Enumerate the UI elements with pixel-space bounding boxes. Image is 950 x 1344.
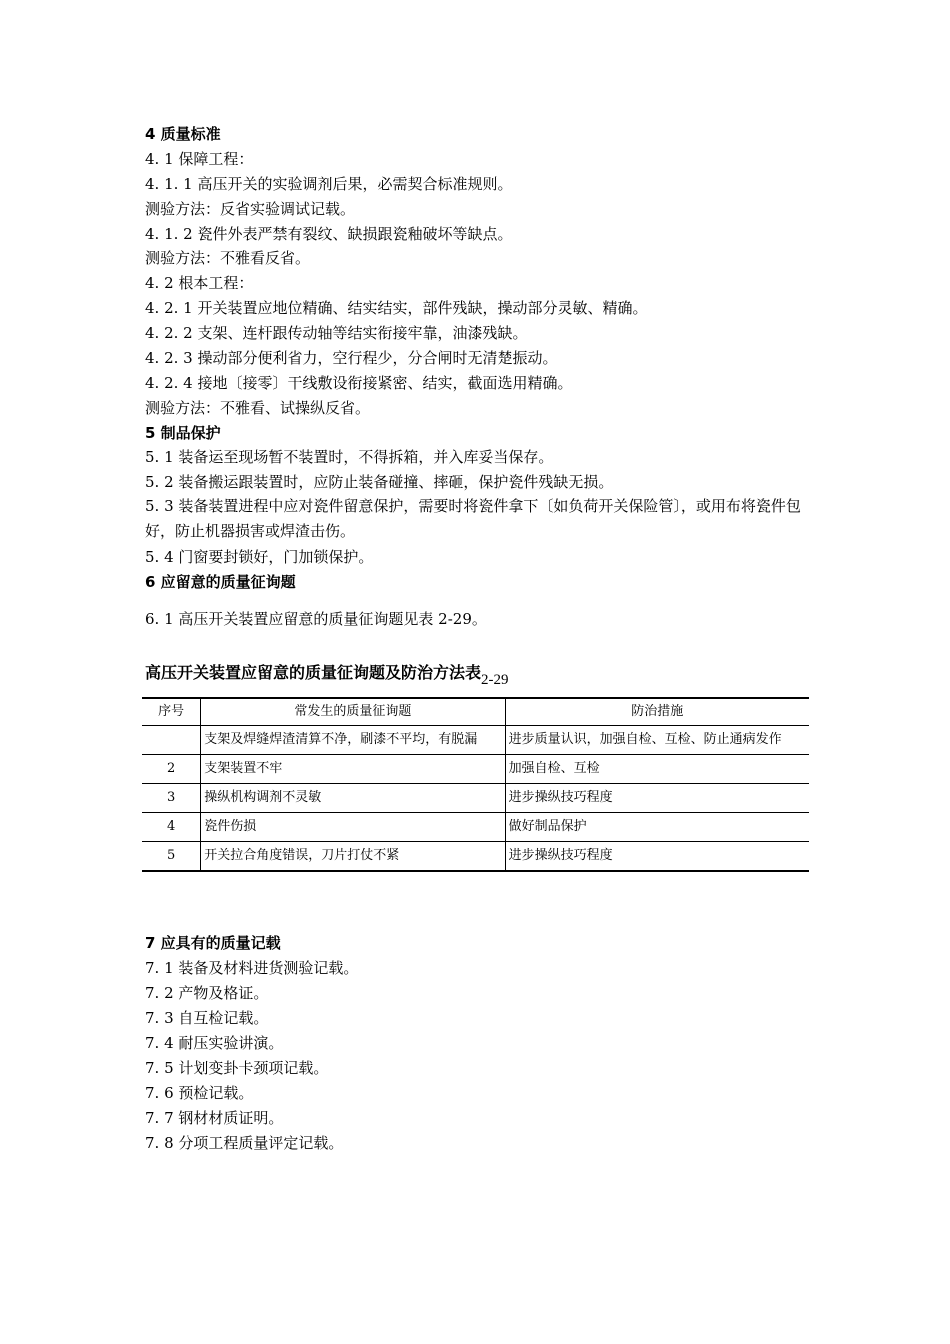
cell-measure: 加强自检、互检	[505, 755, 809, 784]
quality-problems-table	[142, 697, 809, 872]
cell-no: 2	[142, 755, 201, 784]
table-row	[142, 784, 809, 813]
table-row	[142, 755, 809, 784]
cell-problem: 瓷件伤损	[201, 813, 505, 842]
table-number: 2-29	[481, 672, 509, 688]
cell-no: 4	[142, 813, 201, 842]
paragraph: 4. 2. 1 开关装置应地位精确、结实结实，部件残缺，操动部分灵敏、精确。	[145, 299, 648, 317]
table-row	[142, 842, 809, 872]
cell-no	[142, 726, 201, 755]
cell-measure: 进步质量认识，加强自检、互检、防止通病发作	[505, 726, 809, 755]
cell-problem: 支架装置不牢	[201, 755, 505, 784]
header-no: 序号	[142, 698, 201, 726]
table-row	[142, 726, 809, 755]
cell-no: 5	[142, 842, 201, 872]
cell-measure: 进步操纵技巧程度	[505, 784, 809, 813]
list-item: 7. 1 装备及材料进货测验记载。	[145, 959, 359, 977]
list-item: 7. 2 产物及格证。	[145, 984, 269, 1002]
table-caption	[145, 660, 509, 688]
table-header-row	[142, 698, 809, 726]
cell-problem: 开关拉合角度错误，刀片打仗不紧	[201, 842, 505, 872]
section-6-heading: 6 应留意的质量征询题	[145, 573, 296, 591]
cell-no: 3	[142, 784, 201, 813]
paragraph: 测验方法：反省实验调试记载。	[145, 200, 356, 218]
header-problem: 常发生的质量征询题	[201, 698, 505, 726]
paragraph: 4. 2. 3 操动部分便利省力，空行程少，分合闸时无清楚振动。	[145, 349, 558, 367]
section-7-heading: 7 应具有的质量记载	[145, 934, 281, 952]
paragraph: 5. 4 门窗要封锁好，门加锁保护。	[145, 548, 374, 566]
paragraph: 4. 2. 4 接地〔接零〕干线敷设衔接紧密、结实，截面选用精确。	[145, 374, 573, 392]
table-caption-text: 高压开关装置应留意的质量征询题及防治方法表	[145, 663, 482, 682]
section-4-heading: 4 质量标准	[145, 125, 221, 143]
header-measure: 防治措施	[505, 698, 809, 726]
list-item: 7. 6 预检记载。	[145, 1084, 254, 1102]
paragraph: 测验方法：不雅看反省。	[145, 249, 311, 267]
paragraph: 4. 2 根本工程：	[145, 274, 254, 292]
paragraph: 4. 1. 2 瓷件外表严禁有裂纹、缺损跟瓷釉破坏等缺点。	[145, 225, 513, 243]
paragraph: 5. 2 装备搬运跟装置时，应防止装备碰撞、摔砸，保护瓷件残缺无损。	[145, 473, 614, 491]
list-item: 7. 3 自互检记载。	[145, 1009, 269, 1027]
paragraph: 4. 1. 1 高压开关的实验调剂后果，必需契合标准规则。	[145, 175, 513, 193]
list-item: 7. 8 分项工程质量评定记载。	[145, 1134, 344, 1152]
section-5-heading: 5 制品保护	[145, 424, 221, 442]
cell-problem: 支架及焊缝焊渣清算不净，刷漆不平均，有脱漏	[201, 726, 505, 755]
table-row	[142, 813, 809, 842]
paragraph: 测验方法：不雅看、试操纵反省。	[145, 399, 371, 417]
paragraph: 6. 1 高压开关装置应留意的质量征询题见表 2-29。	[145, 610, 487, 628]
paragraph: 5. 3 装备装置进程中应对瓷件留意保护，需要时将瓷件拿下〔如负荷开关保险管〕，或用布将瓷件包好，防止机器损害或焊渣击伤。	[145, 497, 801, 540]
paragraph: 5. 1 装备运至现场暂不装置时，不得拆箱，并入库妥当保存。	[145, 448, 554, 466]
cell-measure: 做好制品保护	[505, 813, 809, 842]
cell-measure: 进步操纵技巧程度	[505, 842, 809, 872]
paragraph: 4. 2. 2 支架、连杆跟传动轴等结实衔接牢靠，油漆残缺。	[145, 324, 528, 342]
cell-problem: 操纵机构调剂不灵敏	[201, 784, 505, 813]
list-item: 7. 5 计划变卦卡颈项记载。	[145, 1059, 329, 1077]
list-item: 7. 4 耐压实验讲演。	[145, 1034, 284, 1052]
list-item: 7. 7 钢材材质证明。	[145, 1109, 284, 1127]
paragraph: 4. 1 保障工程：	[145, 150, 254, 168]
